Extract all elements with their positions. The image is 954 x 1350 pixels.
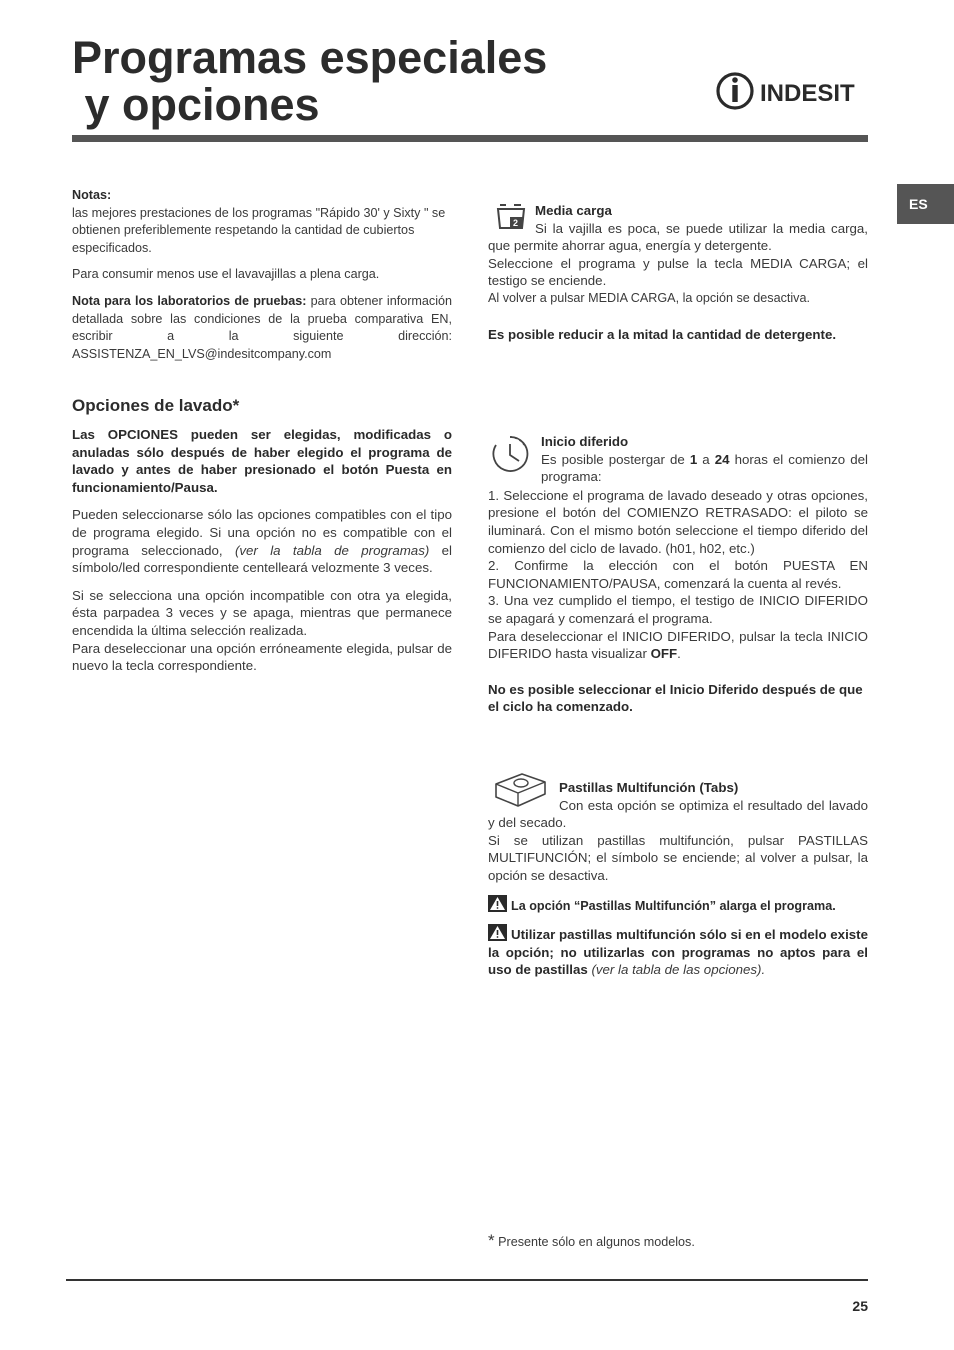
pastillas-warning-2 bbox=[488, 924, 868, 979]
inicio-diferido-deselect bbox=[488, 628, 868, 663]
pastillas-section bbox=[488, 779, 868, 979]
page-title-line1: Programas especiales bbox=[72, 32, 548, 83]
options-intro-bold: Las OPCIONES pueden ser elegidas, modificadas o anuladas sólo después de haber elegido el programa de lavado y antes de haber presionado el botón Puesta en funcionamiento/Pausa. bbox=[72, 427, 452, 495]
intro-text-b: a bbox=[697, 451, 715, 467]
header-rule bbox=[72, 135, 868, 142]
program-table-reference: (ver la tabla de programas) bbox=[234, 542, 430, 558]
media-carga-title: Media carga bbox=[535, 203, 612, 218]
inicio-diferido-section bbox=[488, 433, 868, 716]
pastillas-warning-1 bbox=[488, 895, 868, 916]
page-title-line2: y opciones bbox=[84, 79, 320, 130]
footnote bbox=[488, 1232, 868, 1252]
warning-icon bbox=[488, 924, 507, 941]
options-section bbox=[72, 396, 452, 675]
pastillas-title: Pastillas Multifunción (Tabs) bbox=[559, 780, 739, 795]
inicio-diferido-note: No es posible seleccionar el Inicio Diferido después de que el ciclo ha comenzado. bbox=[488, 681, 863, 715]
warning-1-text: La opción “Pastillas Multifunción” alarga el programa. bbox=[511, 898, 836, 913]
warning-2-text: Utilizar pastillas multifunción sólo si en el modelo existe la opción; no utilizarlas con programas no aptos para el uso de pastillas bbox=[488, 927, 868, 978]
deselect-end: . bbox=[677, 646, 681, 662]
media-carga-paragraph-2: Seleccione el programa y pulse la tecla MEDIA CARGA; el testigo se enciende. bbox=[488, 255, 868, 289]
inicio-diferido-intro bbox=[541, 451, 868, 486]
footnote-star: * bbox=[488, 1231, 495, 1250]
lab-note-label: Nota para los laboratorios de pruebas: bbox=[72, 293, 307, 308]
inicio-diferido-step-2: 2. Confirme la elección con el botón PUESTA EN FUNCIONAMIENTO/PAUSA, comenzará la cuenta al revés. bbox=[488, 558, 868, 591]
intro-text-c: horas el comienzo del programa: bbox=[541, 451, 868, 485]
inicio-diferido-title: Inicio diferido bbox=[541, 434, 629, 449]
off-label: OFF bbox=[650, 646, 678, 662]
media-carga-section bbox=[488, 202, 868, 343]
notes-title: Notas: bbox=[72, 188, 112, 202]
footnote-text: Presente sólo en algunos modelos. bbox=[494, 1235, 695, 1249]
max-hours: 24 bbox=[714, 451, 730, 467]
min-hours: 1 bbox=[689, 451, 698, 467]
indesit-logo bbox=[716, 68, 868, 114]
deselect-text: Para deseleccionar el INICIO DIFERIDO, pulsar la tecla INICIO DIFERIDO hasta visualizar bbox=[488, 628, 868, 662]
language-tab: ES bbox=[897, 184, 954, 224]
options-heading: Opciones de lavado* bbox=[72, 396, 240, 415]
notes-section bbox=[72, 187, 452, 363]
media-carga-paragraph-3: Al volver a pulsar MEDIA CARGA, la opción se desactiva. bbox=[488, 290, 810, 305]
options-paragraph-2: Si se selecciona una opción incompatible con otra ya elegida, ésta parpadea 3 veces y se apaga, mientras que permanece encendida la última selección realizada. bbox=[72, 587, 452, 638]
inicio-diferido-step-1: 1. Seleccione el programa de lavado deseado y otras opciones, presione el botón del COMIENZO RETRASADO: el piloto se iluminará. Con el mismo botón seleccione el tiempo diferido del comienzo del ciclo de lavado. (h01, h02, etc.) bbox=[488, 487, 868, 556]
notes-paragraph-2: Para consumir menos use el lavavajillas a plena carga. bbox=[72, 267, 380, 282]
options-paragraph-1 bbox=[72, 506, 452, 576]
media-carga-note: Es posible reducir a la mitad la cantidad de detergente. bbox=[488, 326, 837, 342]
pastillas-paragraph-2: Si se utilizan pastillas multifunción, pulsar PASTILLAS MULTIFUNCIÓN; el símbolo se enciende; al volver a pulsar, la opción se desactiva. bbox=[488, 832, 868, 883]
lab-note bbox=[72, 293, 452, 363]
options-p1-text: Pueden seleccionarse sólo las opciones compatibles con el tipo de programa elegido. Si una opción no es compatible con el programa seleccionado, bbox=[72, 507, 452, 558]
brand-text: INDESIT bbox=[760, 80, 855, 107]
footer-rule bbox=[66, 1279, 868, 1281]
page-title bbox=[72, 34, 632, 128]
options-p1-text-end: el símbolo/led correspondiente centelleará velozmente 3 veces. bbox=[72, 542, 452, 576]
intro-text-a: Es posible postergar de bbox=[541, 451, 690, 467]
inicio-diferido-step-3: 3. Una vez cumplido el tiempo, el testigo de INICIO DIFERIDO se apagará y comenzará el programa. bbox=[488, 593, 868, 626]
options-table-reference: (ver la tabla de las opciones). bbox=[587, 962, 766, 978]
pastillas-paragraph-1: Con esta opción se optimiza el resultado del lavado y del secado. bbox=[488, 797, 868, 831]
media-carga-paragraph-1: Si la vajilla es poca, se puede utilizar la media carga, que permite ahorrar agua, energía y detergente. bbox=[488, 220, 868, 254]
svg-text:2: 2 bbox=[513, 218, 519, 228]
lab-note-text: para obtener información detallada sobre las condiciones de la prueba comparativa EN, escribir a la siguiente dirección: ASSISTENZA_EN_LVS@indesitcompany.com bbox=[72, 293, 452, 361]
warning-icon bbox=[488, 895, 507, 912]
indesit-logo-icon bbox=[716, 68, 868, 114]
notes-paragraph-1: las mejores prestaciones de los programas "Rápido 30' y Sixty " se obtienen preferiblemente respetando la cantidad de cubiertos especificados. bbox=[72, 205, 446, 255]
page-number: 25 bbox=[852, 1298, 868, 1314]
options-paragraph-3: Para deseleccionar una opción erróneamente elegida, pulsar de nuevo la tecla correspondiente. bbox=[72, 640, 452, 674]
